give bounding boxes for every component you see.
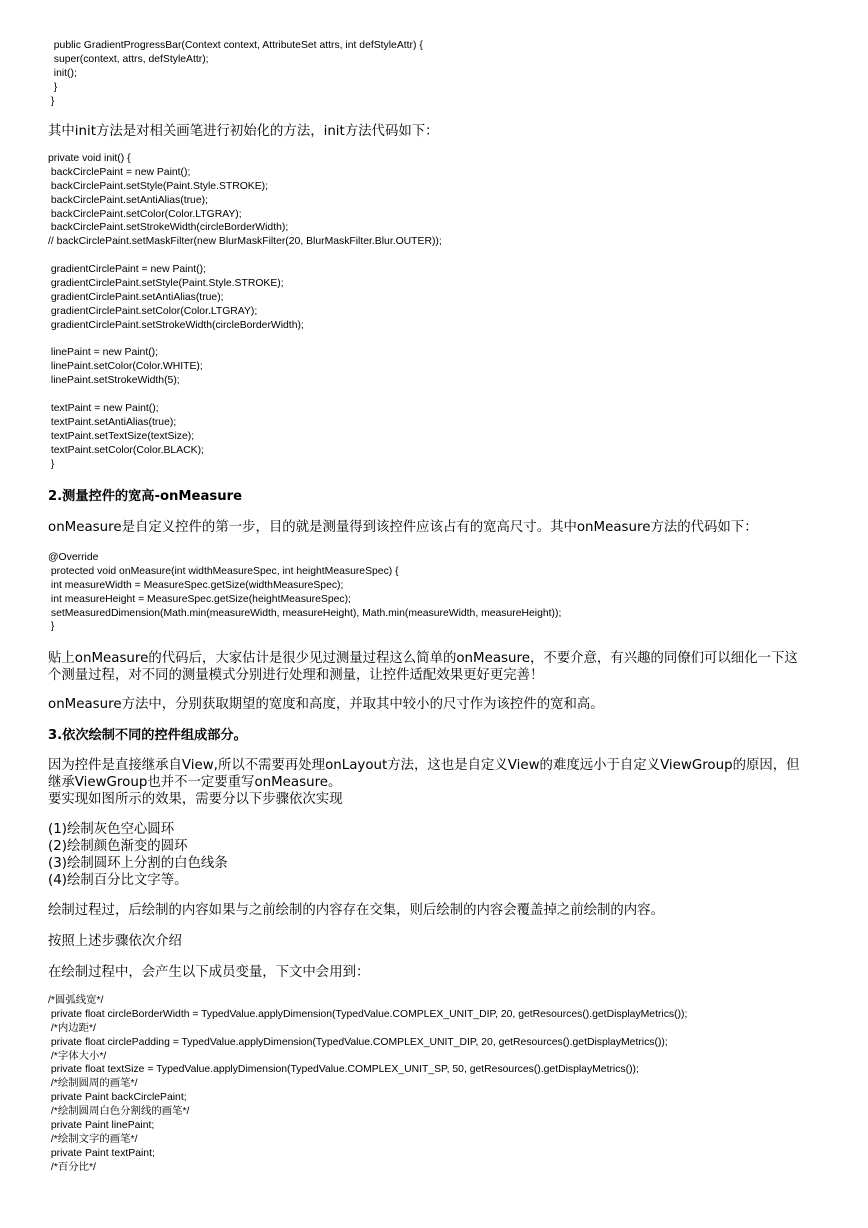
code-line	[48, 249, 442, 263]
text-line: (1)绘制灰色空心圆环	[48, 822, 175, 837]
code-line: gradientCirclePaint.setAntiAlias(true);	[48, 291, 224, 303]
code-line: int measureWidth = MeasureSpec.getSize(widthMeasureSpec);	[48, 579, 344, 591]
code-block-constructor	[48, 39, 423, 108]
text-line: 按照上述步骤依次介绍	[48, 934, 182, 949]
code-line: // backCirclePaint.setMaskFilter(new BlurMaskFilter(20, BlurMaskFilter.Blur.OUTER));	[48, 236, 442, 248]
code-line: private void init() {	[48, 153, 131, 164]
paragraph-step-intro	[48, 933, 182, 950]
code-line: textPaint.setAntiAlias(true);	[48, 416, 177, 428]
code-line: /*圆弧线宽*/	[48, 995, 104, 1006]
paragraph-onmeasure-intro	[48, 519, 758, 536]
code-line: private Paint linePaint;	[48, 1120, 155, 1132]
section-heading-onmeasure	[48, 488, 242, 505]
code-line: super(context, attrs, defStyleAttr);	[48, 53, 209, 65]
code-line: public GradientProgressBar(Context context, AttributeSet attrs, int defStyleAttr) {	[48, 40, 423, 51]
text-line: 绘制过程过，后绘制的内容如果与之前绘制的内容存在交集，则后绘制的内容会覆盖掉之前绘制的内容。	[48, 903, 664, 918]
paragraph-onmeasure-summary	[48, 696, 604, 713]
code-line: textPaint = new Paint();	[48, 403, 159, 415]
code-line: gradientCirclePaint.setColor(Color.LTGRAY);	[48, 305, 258, 317]
code-line: private Paint backCirclePaint;	[48, 1092, 187, 1104]
code-line: /*绘制圆周白色分割线的画笔*/	[48, 1106, 190, 1118]
paragraph-draw-steps	[48, 821, 228, 889]
section-heading-draw	[48, 727, 247, 744]
code-line: backCirclePaint = new Paint();	[48, 166, 191, 178]
code-line: private Paint textPaint;	[48, 1147, 155, 1159]
code-line: private float circlePadding = TypedValue.applyDimension(TypedValue.COMPLEX_UNIT_DIP, 20, getResources().getDisplayMetrics());	[48, 1036, 668, 1048]
code-line: backCirclePaint.setStyle(Paint.Style.STROKE);	[48, 180, 269, 192]
code-block-member-vars	[48, 994, 687, 1175]
code-line: int measureHeight = MeasureSpec.getSize(heightMeasureSpec);	[48, 593, 351, 605]
code-line: gradientCirclePaint = new Paint();	[48, 264, 206, 276]
code-line: linePaint = new Paint();	[48, 347, 159, 359]
code-block-init	[48, 152, 442, 471]
paragraph-draw-intro	[48, 757, 800, 808]
code-line: backCirclePaint.setAntiAlias(true);	[48, 194, 208, 206]
heading-text: 2.测量控件的宽高-onMeasure	[48, 489, 243, 504]
text-line: (4)绘制百分比文字等。	[48, 873, 188, 888]
code-line: }	[48, 81, 58, 93]
text-line: 贴上onMeasure的代码后，大家估计是很少见过测量过程这么简单的onMeasure，不要介意，有兴趣的同僚们可以细化一下这	[48, 651, 798, 666]
code-line: init();	[48, 67, 77, 79]
paragraph-onmeasure-note	[48, 650, 798, 684]
code-line: private float circleBorderWidth = TypedValue.applyDimension(TypedValue.COMPLEX_UNIT_DIP, 20, getResources().getDisplayMetrics());	[48, 1008, 688, 1020]
code-line: /*字体大小*/	[48, 1050, 107, 1062]
text-line: 因为控件是直接继承自View,所以不需要再处理onLayout方法，这也是自定义View的难度远小于自定义ViewGroup的原因，但	[48, 758, 800, 773]
code-line: backCirclePaint.setStrokeWidth(circleBorderWidth);	[48, 222, 289, 234]
code-line: textPaint.setTextSize(textSize);	[48, 430, 195, 442]
paragraph-init-intro	[48, 123, 439, 140]
code-line: @Override	[48, 552, 99, 563]
code-line: linePaint.setColor(Color.WHITE);	[48, 361, 203, 373]
text-line: 继承ViewGroup也并不一定要重写onMeasure。	[48, 775, 342, 790]
text-line: onMeasure方法中，分别获取期望的宽度和高度，并取其中较小的尺寸作为该控件的宽和高。	[48, 697, 604, 712]
code-line: /*绘制文字的画笔*/	[48, 1133, 138, 1145]
text-line: (2)绘制颜色渐变的圆环	[48, 839, 188, 854]
paragraph-member-vars	[48, 964, 369, 981]
text-line: 个测量过程，对不同的测量模式分别进行处理和测量，让控件适配效果更好更完善！	[48, 668, 544, 683]
code-line: /*绘制圆周的画笔*/	[48, 1078, 138, 1090]
text-line: 要实现如图所示的效果，需要分以下步骤依次实现	[48, 792, 343, 807]
code-line: backCirclePaint.setColor(Color.LTGRAY);	[48, 208, 242, 220]
paragraph-draw-overlap	[48, 902, 664, 919]
code-line: /*百分比*/	[48, 1161, 96, 1173]
code-line: setMeasuredDimension(Math.min(measureWidth, measureHeight), Math.min(measureWidth, measureHeight));	[48, 607, 562, 619]
text-line: 其中init方法是对相关画笔进行初始化的方法，init方法代码如下：	[48, 124, 439, 139]
code-line	[48, 388, 442, 402]
text-line: (3)绘制圆环上分割的白色线条	[48, 856, 228, 871]
code-line: textPaint.setColor(Color.BLACK);	[48, 444, 204, 456]
heading-text: 3.依次绘制不同的控件组成部分。	[48, 728, 247, 743]
code-line: /*内边距*/	[48, 1022, 96, 1034]
code-line: gradientCirclePaint.setStyle(Paint.Style.STROKE);	[48, 278, 284, 290]
code-line: }	[48, 95, 55, 107]
text-line: onMeasure是自定义控件的第一步，目的就是测量得到该控件应该占有的宽高尺寸。其中onMeasure方法的代码如下：	[48, 520, 758, 535]
code-line: private float textSize = TypedValue.applyDimension(TypedValue.COMPLEX_UNIT_SP, 50, getResources().getDisplayMetrics());	[48, 1064, 639, 1076]
code-line: }	[48, 458, 55, 470]
text-line: 在绘制过程中，会产生以下成员变量，下文中会用到：	[48, 965, 370, 980]
code-block-onmeasure	[48, 551, 561, 634]
code-line: linePaint.setStrokeWidth(5);	[48, 375, 180, 387]
code-line: }	[48, 621, 55, 633]
code-line: gradientCirclePaint.setStrokeWidth(circleBorderWidth);	[48, 319, 304, 331]
code-line: protected void onMeasure(int widthMeasureSpec, int heightMeasureSpec) {	[48, 565, 399, 577]
code-line	[48, 333, 442, 347]
